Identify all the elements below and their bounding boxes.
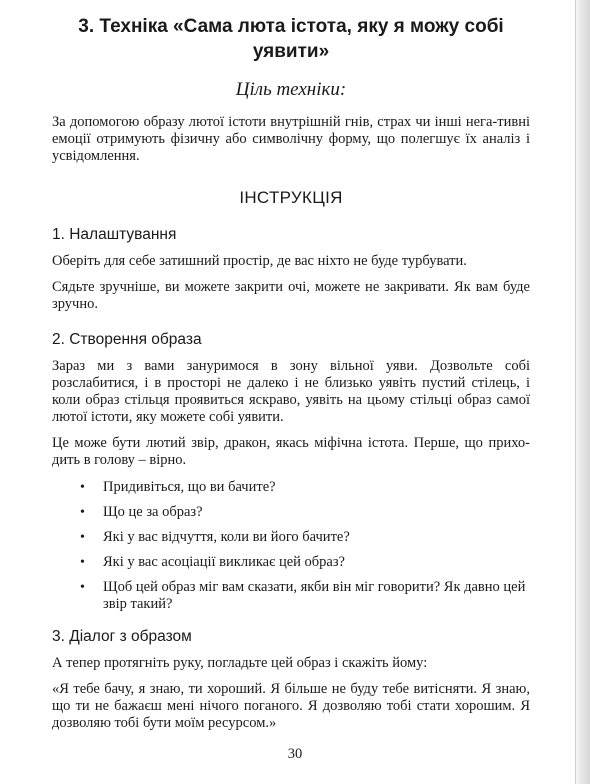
section-3-paragraph-1: А тепер протягніть руку, погладьте цей образ і скажіть йому: — [52, 655, 428, 671]
goal-subtitle: Ціль техніки: — [235, 79, 347, 100]
page-edge-line — [575, 0, 576, 784]
page-edge-shadow — [574, 0, 590, 784]
question-list — [52, 479, 530, 613]
bullet-icon: • — [80, 505, 85, 520]
list-item: • Які у вас асоціації викликає цей образ? — [80, 554, 345, 570]
bullet-icon: • — [80, 530, 85, 545]
list-item: • Придивіться, що ви бачите? — [80, 479, 276, 495]
instructions-heading: ІНСТРУКЦІЯ — [239, 188, 343, 207]
bullet-icon: • — [80, 580, 85, 595]
section-2-paragraph-2: Це може бути лютий звір, дракон, якась міфічна істота. Перше, що прихо-дить в голову – вірно. — [52, 435, 530, 468]
title-line-2: уявити» — [252, 41, 330, 62]
title-line-1: 3. Техніка «Сама люта істота, яку я можу собі — [78, 16, 504, 37]
list-item: • Які у вас відчуття, коли ви його бачите? — [80, 529, 350, 545]
document-page — [52, 14, 530, 732]
technique-title — [52, 14, 530, 64]
bullet-icon: • — [80, 480, 85, 495]
section-2-paragraph-1: Зараз ми з вами зануримося в зону вільної уяви. Дозвольте собі розслабитися, і в просторі не далеко і не близько уявіть пустий стілець, і коли образ стільця проявиться яскраво, уявіть на цьому стільці образ самої лютої істоти, яку можете собі уявити. — [52, 358, 530, 425]
list-item: • Що це за образ? — [80, 504, 203, 520]
intro-paragraph: За допомогою образу лютої істоти внутрішній гнів, страх чи інші нега-тивні емоції отримують фізичну або символічну форму, що полегшує їх аналіз і усвідомлення. — [52, 114, 530, 164]
section-1-paragraph-1: Оберіть для себе затишний простір, де вас ніхто не буде турбувати. — [52, 253, 467, 269]
section-3-paragraph-2: «Я тебе бачу, я знаю, ти хороший. Я більше не буду тебе витісняти. Я знаю, що ти не бажаєш мені нічого поганого. Я дозволяю тобі стати хорошим. Я дозволяю тобі бути моїм ресурсом.» — [52, 681, 530, 731]
page-number: 30 — [287, 746, 303, 762]
section-3-heading: 3. Діалог з образом — [52, 628, 192, 645]
bullet-icon: • — [80, 555, 85, 570]
section-1-paragraph-2: Сядьте зручніше, ви можете закрити очі, можете не закривати. Як вам буде зручно. — [52, 279, 530, 312]
section-2-heading: 2. Створення образа — [52, 331, 202, 348]
section-1-heading: 1. Налаштування — [52, 226, 177, 243]
list-item: • Щоб цей образ міг вам сказати, якби він міг говорити? Як давно цей звір такий? — [80, 579, 526, 612]
